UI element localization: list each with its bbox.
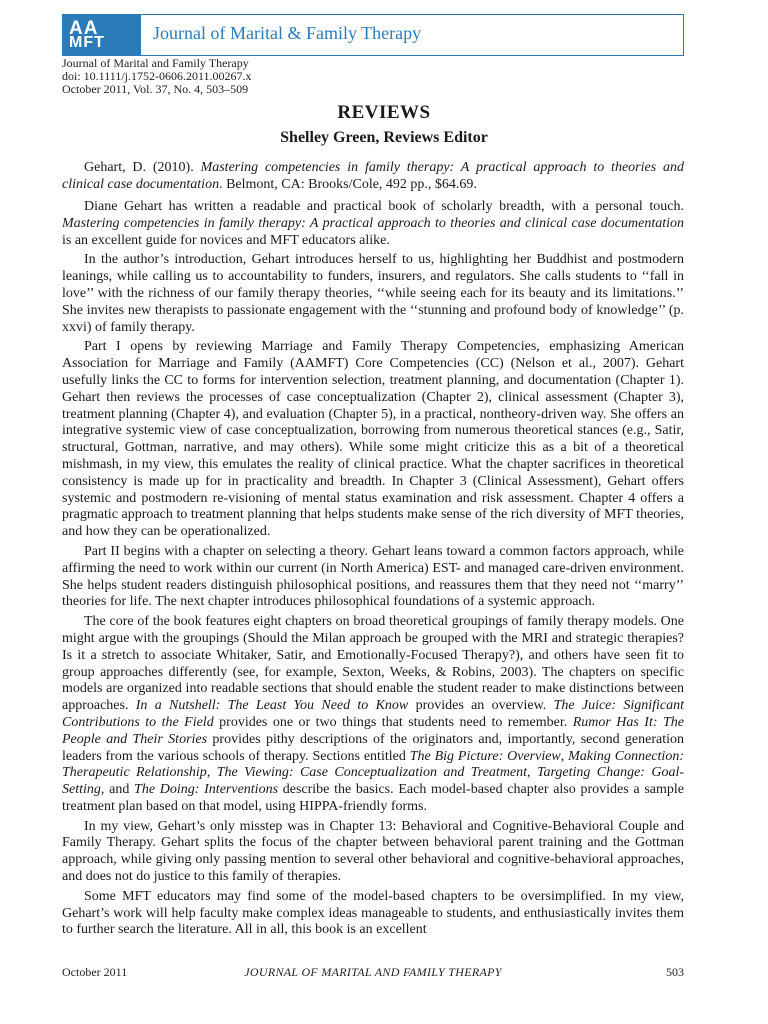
italic-title-text: In a Nutshell: The Least You Need to Know	[135, 698, 409, 714]
meta-issue: October 2011, Vol. 37, No. 4, 503–509	[62, 82, 249, 96]
review-paragraph	[62, 544, 684, 611]
reference-paragraph	[62, 159, 684, 193]
footer-date: October 2011	[62, 965, 128, 979]
italic-title-text: Rumor Has It: The People and Their Stories	[62, 714, 684, 747]
aamft-logo	[63, 15, 141, 55]
text-run: provides an overview.	[408, 698, 554, 714]
review-paragraph	[62, 889, 684, 939]
text-run: describe the basics. Each model-based chapter also provides a sample treatment plan based on that model, using HIPPA-friendly forms.	[62, 782, 684, 814]
text-run: , and	[100, 782, 135, 798]
meta-journal-name: Journal of Marital and Family Therapy	[62, 56, 249, 70]
text-run: ,	[206, 765, 217, 781]
text-run: Gehart, D. (2010).	[84, 160, 201, 175]
text-run: . Belmont, CA: Brooks/Cole, 492 pp., $64.69.	[219, 177, 477, 192]
meta-doi: doi: 10.1111/j.1752-0606.2011.00267.x	[62, 69, 252, 83]
logo-line-1: AA	[69, 18, 99, 39]
review-paragraph	[62, 339, 684, 541]
journal-masthead	[62, 14, 684, 56]
page-number: 503	[666, 965, 684, 979]
text-run: is an excellent guide for novices and MFT educators alike.	[62, 232, 390, 248]
text-run: Part II begins with a chapter on selecting a theory. Gehart leans toward a common factors approach, while affirming the need to work within our current (in North America) EST- and managed care-driven environment. She helps student readers distinguish philosophical positions, and reassures them that they need not ‘‘marry’’ theories for life. The next chapter introduces philosophical foundations of a systemic approach.	[62, 543, 684, 610]
text-run: Some MFT educators may find some of the model-based chapters to be oversimplified. In my view, Gehart’s work will help faculty make complex ideas manageable to students, and enthusiastically invites them to further search the literature. All in all, this book is an excellent	[62, 888, 684, 938]
italic-title-text: Mastering competencies in family therapy: A practical approach to theories and clinical case documentation	[62, 160, 684, 192]
logo-line-2: MFT	[69, 34, 105, 51]
italic-title-text: Making Connection: Therapeutic Relationship	[62, 748, 684, 781]
italic-title-text: The Viewing: Case Conceptualization and Treatment	[216, 765, 528, 781]
journal-title: Journal of Marital & Family Therapy	[153, 23, 422, 43]
text-run: ,	[527, 765, 537, 781]
review-paragraph	[62, 819, 684, 886]
text-run: Part I opens by reviewing Marriage and Family Therapy Competencies, emphasizing American Association for Marriage and Family (AAMFT) Core Competencies (CC) (Nelson et al., 2007). Gehart usefully links the CC to forms for intervention selection, treatment planning, and documentation (Chapter 1). Gehart then reviews the processes of case conceptualization (Chapter 2), clinical assessment (Chapter 3), treatment planning (Chapter 4), and evaluation (Chapter 5), in a practical, nontheory-driven way. She offers an integrative systemic view of case conceptualization, borrowing from numerous theoretical stances (e.g., Satir, structural, Gottman, narrative, and may others). While some might criticize this as a bit of a theoretical mishmash, in my view, this emulates the reality of clinical practice. What the chapter sacrifices in theoretical consistency is made up for in practicality and breadth. In Chapter 3 (Clinical Assessment), Gehart offers systemic and postmodern re-visioning of mental status examination and risk assessment. Chapter 4 offers a pragmatic approach to treatment planning that helps students make sense of the rich diversity of MFT theories, and how they can be operationalized.	[62, 339, 684, 540]
italic-title-text: The Doing: Interventions	[134, 782, 279, 798]
italic-title-text: The Juice: Significant Contributions to the Field	[62, 698, 685, 730]
text-run: provides one or two things that students need to remember.	[213, 714, 573, 730]
footer-journal: JOURNAL OF MARITAL AND FAMILY THERAPY	[244, 965, 502, 979]
article-meta	[62, 57, 252, 96]
review-paragraph	[62, 199, 684, 249]
italic-title-text: Targeting Change: Goal-Setting	[62, 765, 684, 798]
text-run: In my view, Gehart’s only misstep was in Chapter 13: Behavioral and Cognitive-Behavioral Couple and Family Therapy. Gehart splits the focus of the chapter between behavioral parent training and the Gottman approach, while giving only passing mention to several other behavioral and cognitive-behavioral approaches, and does not do justice to this family of therapies.	[62, 818, 684, 885]
text-run: The core of the book features eight chapters on broad theoretical groupings of family therapy models. One might argue with the groupings (Should the Milan approach be grouped with the MRI and strategic therapies? Is it a stretch to associate Whitaker, Satir, and Emotionally-Focused Therapy?), and others have seen fit to group approaches differently (see, for example, Sexton, Weeks, & Robins, 2003). The chapters on specific models are organized into readable sections that should enable the student reader to make distinctions between approaches.	[62, 614, 684, 714]
text-run: Diane Gehart has written a readable and practical book of scholarly breadth, with a personal touch.	[84, 199, 684, 214]
italic-title-text: The Big Picture: Overview	[409, 748, 561, 764]
section-title: REVIEWS	[337, 102, 431, 123]
text-run: In the author’s introduction, Gehart introduces herself to us, highlighting her Buddhist and postmodern leanings, while calling us to accountability to funders, insurers, and regulators. She calls students to ‘‘fall in love’’ with the richness of our family therapy theories, ‘‘while seeing each for its beauty and its limitations.’’ She invites new therapists to passionate engagement with the ‘‘stunning and profound body of knowledge’’ (p. xxvi) of family therapy.	[62, 252, 684, 335]
editor-byline: Shelley Green, Reviews Editor	[280, 129, 488, 146]
book-reference	[62, 159, 684, 193]
review-paragraph	[62, 614, 684, 816]
review-paragraph	[62, 252, 684, 336]
text-run: ,	[560, 748, 569, 764]
text-run: provides pithy descriptions of the originators and, importantly, second generation leaders from the various schools of therapy. Sections entitled	[62, 731, 684, 764]
review-body	[62, 199, 684, 942]
italic-title-text: Mastering competencies in family therapy: A practical approach to theories and clinical case documentation	[62, 215, 684, 231]
